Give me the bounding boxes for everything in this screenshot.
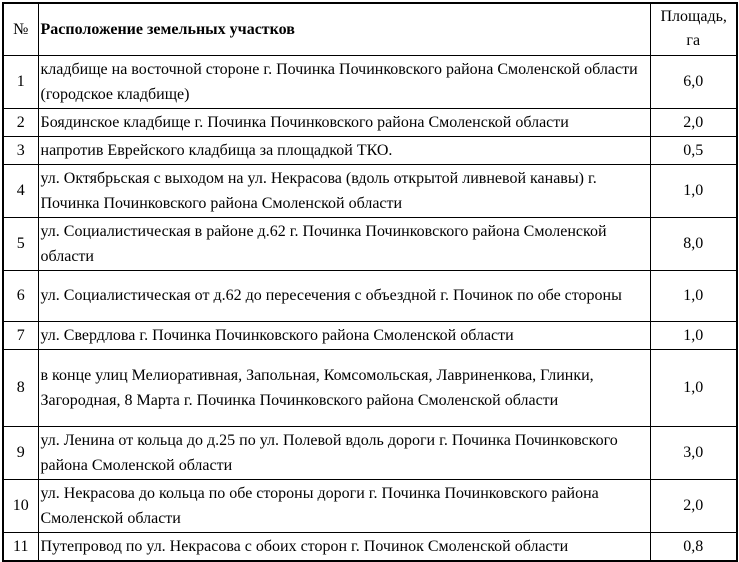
row-location: ул. Октябрьская с выходом на ул. Некрасова (вдоль открытой ливневой канавы) г. Починка Починковского района Смоленской области	[38, 164, 650, 217]
row-location: кладбище на восточной стороне г. Починка Починковского района Смоленской области (городское кладбище)	[38, 55, 650, 108]
row-area: 8,0	[650, 217, 737, 270]
row-location: ул. Свердлова г. Починка Починковского района Смоленской области	[38, 321, 650, 349]
table-row	[3, 108, 737, 136]
row-number: 11	[3, 532, 38, 561]
row-area: 2,0	[650, 108, 737, 136]
row-location: ул. Ленина от кольца до д.25 по ул. Полевой вдоль дороги г. Починка Починковского района Смоленской области	[38, 426, 650, 479]
row-number: 3	[3, 136, 38, 164]
row-location: Путепровод по ул. Некрасова с обоих сторон г. Починок Смоленской области	[38, 532, 650, 561]
row-number: 10	[3, 479, 38, 532]
row-area: 1,0	[650, 321, 737, 349]
row-area: 1,0	[650, 270, 737, 321]
table-row	[3, 55, 737, 108]
row-number: 1	[3, 55, 38, 108]
header-number: №	[3, 3, 38, 55]
table-row	[3, 349, 737, 426]
header-location: Расположение земельных участков	[38, 3, 650, 55]
row-area: 0,5	[650, 136, 737, 164]
row-location: ул. Социалистическая от д.62 до пересечения с объездной г. Починок по обе стороны	[38, 270, 650, 321]
row-number: 6	[3, 270, 38, 321]
row-location: Боядинское кладбище г. Починка Починковского района Смоленской области	[38, 108, 650, 136]
row-number: 8	[3, 349, 38, 426]
row-location: в конце улиц Мелиоративная, Запольная, Комсомольская, Лавриненкова, Глинки, Загородная, 8 Марта г. Починка Починковского района Смоленской области	[38, 349, 650, 426]
table-row	[3, 479, 737, 532]
row-number: 2	[3, 108, 38, 136]
row-number: 9	[3, 426, 38, 479]
row-area: 1,0	[650, 349, 737, 426]
table-header	[3, 3, 737, 55]
row-location: ул. Некрасова до кольца по обе стороны дороги г. Починка Починковского района Смоленской области	[38, 479, 650, 532]
table-row	[3, 164, 737, 217]
table-body	[3, 55, 737, 561]
row-number: 7	[3, 321, 38, 349]
table-row	[3, 270, 737, 321]
row-area: 0,8	[650, 532, 737, 561]
row-number: 4	[3, 164, 38, 217]
table-row	[3, 136, 737, 164]
row-area: 2,0	[650, 479, 737, 532]
header-area: Площадь, га	[650, 3, 737, 55]
land-plots-table	[2, 2, 738, 562]
row-location: ул. Социалистическая в районе д.62 г. Починка Починковского района Смоленской области	[38, 217, 650, 270]
row-area: 6,0	[650, 55, 737, 108]
row-location: напротив Еврейского кладбища за площадкой ТКО.	[38, 136, 650, 164]
row-number: 5	[3, 217, 38, 270]
table-row	[3, 426, 737, 479]
header-row	[3, 3, 737, 55]
row-area: 1,0	[650, 164, 737, 217]
table-row	[3, 321, 737, 349]
row-area: 3,0	[650, 426, 737, 479]
table-row	[3, 532, 737, 561]
table-row	[3, 217, 737, 270]
